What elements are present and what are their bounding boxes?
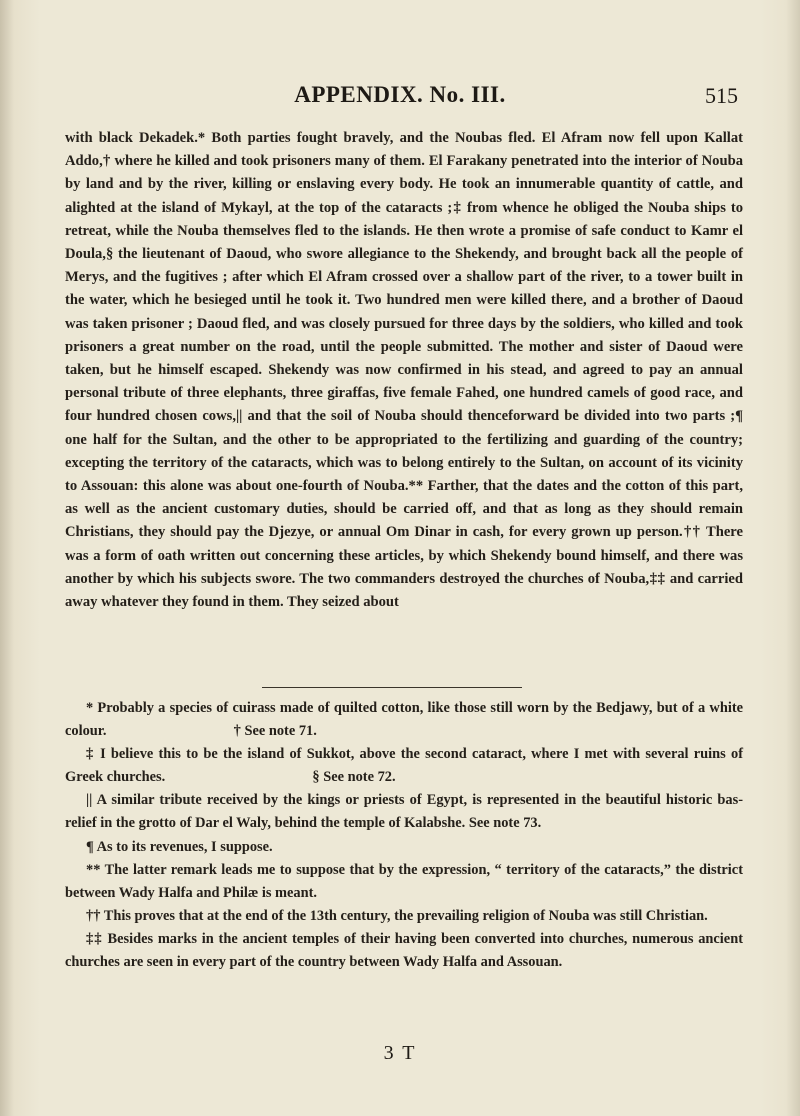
footnote-1 — [65, 697, 743, 743]
footnote-8: †† This proves that at the end of the 13th century, the prevailing religion of Nouba was still Christian. — [86, 907, 708, 924]
footnote-5: || A similar tribute received by the kings or priests of Egypt, is represented in the beautiful historic bas-relief in the grotto of Dar el Waly, behind the temple of Kalabshe. See note 73. — [65, 792, 743, 832]
page-edge-shadow-left — [0, 0, 14, 1116]
footnote-3-text: ‡ I believe this to be the island of Sukkot, above the second cataract, where I met with several ruins of Greek churches. — [65, 746, 743, 786]
signature-mark: 3 T — [383, 1042, 417, 1064]
footnote-7: ** The latter remark leads me to suppose that by the expression, “ territory of the cataracts,” the district between Wady Halfa and Philæ is meant. — [65, 861, 743, 901]
footnote-3 — [65, 743, 743, 789]
running-header — [0, 82, 800, 112]
footnote-6: ¶ As to its revenues, I suppose. — [86, 838, 273, 855]
footnote-1-text: * Probably a species of cuirass made of quilted cotton, like those still worn by the Bedjawy, but of a white colour. — [65, 700, 743, 740]
footnote-separator — [262, 687, 522, 688]
page-edge-shadow-right — [786, 0, 800, 1116]
main-text — [65, 127, 743, 614]
footnote-9: ‡‡ Besides marks in the ancient temples of their having been converted into churches, numerous ancient churches are seen in every part of the country between Wady Halfa and Assouan. — [65, 930, 743, 971]
running-title: APPENDIX. No. III. — [294, 82, 506, 107]
footnote-2-text: † See note 71. — [233, 723, 317, 740]
footnote-4-text: § See note 72. — [312, 769, 396, 786]
page-number: 515 — [705, 83, 738, 108]
body-paragraph: with black Dekadek.* Both parties fought bravely, and the Noubas fled. El Afram now fell upon Kallat Addo,† where he killed and took prisoners many of them. El Farakany penetrated into the interior of Nouba by land and by the river, killing or enslaving every body. He took an innumerable quantity of cattle, and alighted at the island of Mykayl, at the top of the cataracts ;‡ from whence he obliged the Nouba ships to retreat, while the Nouba themselves fled to the islands. He then wrote a promise of safe conduct to Kamr el Doula,§ the lieutenant of Daoud, who swore allegiance to the Shekendy, and brought back all the people of Merys, and the fugitives ; after which El Afram crossed over a shallow part of the river, to a tower built in the water, which he besieged until he took it. Two hundred men were killed there, and a brother of Daoud was taken prisoner ; Daoud fled, and was closely pursued for three days by the soldiers, who killed and took prisoners a great number on the road, until the people submitted. The mother and sister of Daoud were taken, but he himself escaped. Shekendy was now confirmed in his stead, and agreed to pay an annual personal tribute of three elephants, three giraffas, five female Fahed, one hundred camels of good race, and four hundred chosen cows,|| and that the soil of Nouba should thenceforward be divided into two parts ;¶ one half for the Sultan, and the other to be appropriated to the fertilizing and guarding of the country; excepting the territory of the cataracts, which was to belong entirely to the Sultan, on account of its vicinity to Assouan: this alone was about one-fourth of Nouba.** Farther, that the dates and the cotton of this part, as well as the ancient customary duties, should be carried off, and that as long as they should remain Christians, they should pay the Djezye, or annual Om Dinar in cash, for every grown up person.†† There was a form of oath written out concerning these articles, by which Shekendy bound himself, and there was another by which his subjects swore. The two commanders destroyed the churches of Nouba,‡‡ and carried away whatever they found in them. They seized about — [65, 130, 743, 611]
footnotes — [65, 697, 743, 974]
